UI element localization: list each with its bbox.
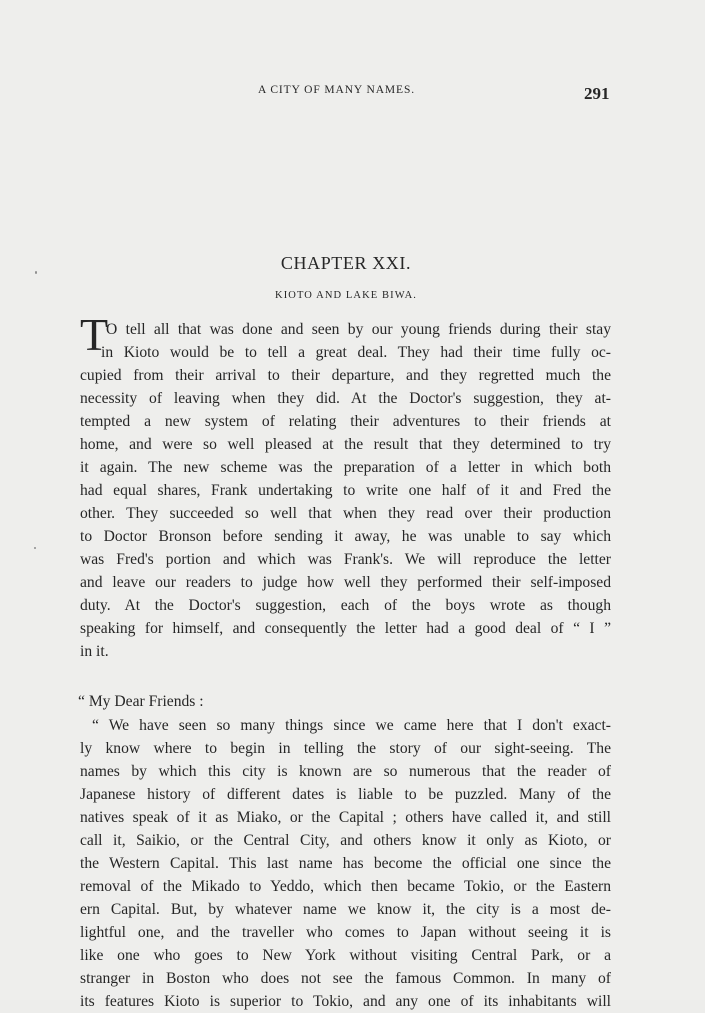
running-head: A CITY OF MANY NAMES. — [258, 84, 416, 96]
letter-line: its features Kioto is superior to Tokio, and any one of its inhabitants will — [80, 993, 611, 1010]
letter-line: natives speak of it as Miako, or the Capital ; others have called it, and still — [80, 809, 611, 826]
page-number: 291 — [584, 84, 610, 103]
paragraph-line: other. They succeeded so well that when they read over their production — [80, 505, 611, 522]
letter-line: lightful one, and the traveller who comes to Japan without seeing it is — [80, 924, 611, 941]
chapter-title: CHAPTER XXI. — [280, 253, 412, 273]
paragraph-line: duty. At the Doctor's suggestion, each of the boys wrote as though — [80, 597, 611, 614]
paper-speck — [34, 547, 36, 549]
paragraph-line: necessity of leaving when they did. At the Doctor's suggestion, they at- — [80, 390, 611, 407]
paragraph-line: and leave our readers to judge how well they performed their self-imposed — [80, 574, 611, 591]
paragraph-line: speaking for himself, and consequently the letter had a good deal of “ I ” — [80, 620, 611, 637]
letter-line: removal of the Mikado to Yeddo, which then became Tokio, or the Eastern — [80, 878, 611, 895]
paragraph-line: O tell all that was done and seen by our young friends during their stay — [106, 321, 611, 338]
letter-line: Japanese history of different dates is liable to be puzzled. Many of the — [80, 786, 611, 803]
letter-line: ly know where to begin in telling the story of our sight-seeing. The — [80, 740, 611, 757]
letter-line: names by which this city is known are so numerous that the reader of — [80, 763, 611, 780]
paragraph-line: had equal shares, Frank undertaking to write one half of it and Fred the — [80, 482, 611, 499]
letter-line: like one who goes to New York without visiting Central Park, or a — [80, 947, 611, 964]
letter-line: ern Capital. But, by whatever name we know it, the city is a most de- — [80, 901, 611, 918]
paragraph-line: in Kioto would be to tell a great deal. They had their time fully oc- — [101, 344, 611, 361]
paragraph-line: it again. The new scheme was the preparation of a letter in which both — [80, 459, 611, 476]
letter-line: stranger in Boston who does not see the famous Common. In many of — [80, 970, 611, 987]
letter-line: “ We have seen so many things since we came here that I don't exact- — [92, 717, 611, 734]
paragraph-line: to Doctor Bronson before sending it away, he was unable to say which — [80, 528, 611, 545]
letter-salutation: “ My Dear Friends : — [78, 693, 204, 710]
chapter-subtitle: KIOTO AND LAKE BIWA. — [275, 290, 417, 301]
letter-line: the Western Capital. This last name has become the official one since the — [80, 855, 611, 872]
paragraph-line: cupied from their arrival to their departure, and they regretted much the — [80, 367, 611, 384]
letter-line: call it, Saikio, or the Central City, and others know it only as Kioto, or — [80, 832, 611, 849]
paragraph-line: tempted a new system of relating their adventures to their friends at — [80, 413, 611, 430]
drop-cap: T — [80, 309, 109, 360]
paragraph-line: in it. — [80, 643, 109, 660]
paragraph-line: was Fred's portion and which was Frank's. We will reproduce the letter — [80, 551, 611, 568]
paper-speck — [35, 271, 37, 274]
paragraph-line: home, and were so well pleased at the result that they determined to try — [80, 436, 611, 453]
